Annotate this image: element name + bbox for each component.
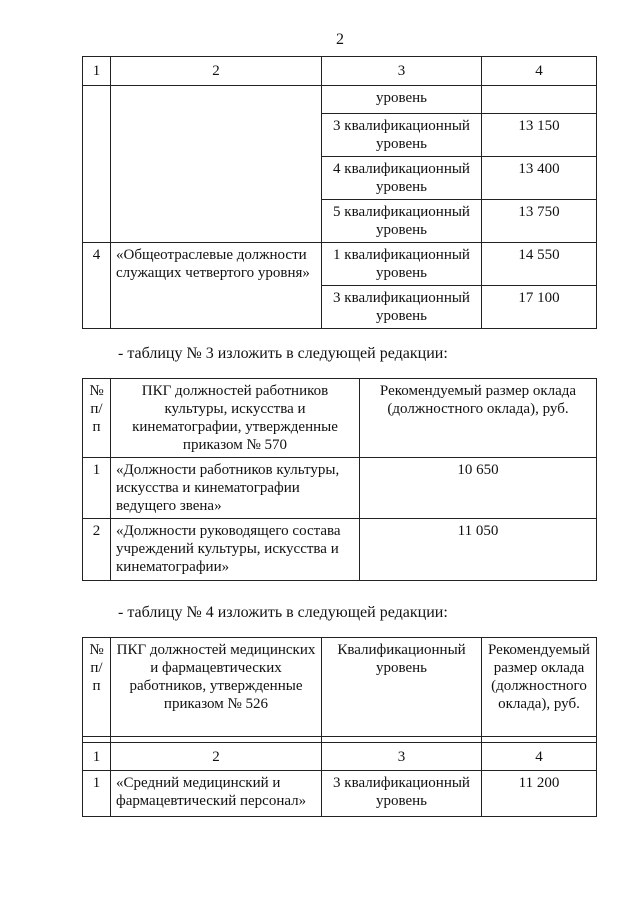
salary-cell: 17 100: [482, 286, 597, 329]
col-number-cell: 1: [83, 57, 111, 86]
name-cell: «Должности работников культуры, искусства и кинематографии ведущего звена»: [111, 458, 360, 519]
page-number: 2: [336, 31, 344, 48]
header-cell-group: ПКГ должностей работников культуры, искусства и кинематографии, утвержденные приказом № 570: [111, 379, 360, 458]
header-cell-level: Квалификационный уровень: [322, 638, 482, 737]
salary-cell: 11 200: [482, 771, 597, 817]
table-number-row: [83, 743, 597, 771]
num-cell: 1: [83, 458, 111, 519]
level-cell: 3 квалификационный уровень: [322, 286, 482, 329]
col-number-cell: 2: [111, 743, 322, 771]
table-row: [83, 519, 597, 581]
table-header-row: [83, 379, 597, 458]
table-header-row: [83, 57, 597, 86]
table-row: [83, 243, 597, 286]
level-cell: 4 квалификационный уровень: [322, 157, 482, 200]
num-cell: [83, 86, 111, 243]
level-cell: уровень: [322, 86, 482, 114]
col-number-cell: 3: [322, 57, 482, 86]
name-cell: [111, 86, 322, 243]
table-header-row: [83, 638, 597, 737]
col-number-cell: 1: [83, 743, 111, 771]
instruction-paragraph: - таблицу № 3 изложить в следующей редакции:: [118, 345, 448, 362]
header-cell-number: № п/п: [83, 638, 111, 737]
table-4: [82, 637, 597, 817]
level-cell: 1 квалификационный уровень: [322, 243, 482, 286]
salary-cell: 11 050: [360, 519, 597, 581]
instruction-paragraph: - таблицу № 4 изложить в следующей редакции:: [118, 604, 448, 621]
table-3: [82, 378, 597, 581]
level-cell: 5 квалификационный уровень: [322, 200, 482, 243]
level-cell: 3 квалификационный уровень: [322, 114, 482, 157]
table-row: [83, 86, 597, 114]
col-number-cell: 4: [482, 57, 597, 86]
name-cell: «Средний медицинский и фармацевтический персонал»: [111, 771, 322, 817]
col-number-cell: 3: [322, 743, 482, 771]
header-cell-salary: Рекомендуемый размер оклада (должностного оклада), руб.: [360, 379, 597, 458]
num-cell: 1: [83, 771, 111, 817]
num-cell: 2: [83, 519, 111, 581]
level-cell: 3 квалификационный уровень: [322, 771, 482, 817]
col-number-cell: 4: [482, 743, 597, 771]
table-continued: [82, 56, 597, 329]
header-cell-number: № п/п: [83, 379, 111, 458]
table-row: [83, 458, 597, 519]
table-row: [83, 771, 597, 817]
col-number-cell: 2: [111, 57, 322, 86]
num-cell: 4: [83, 243, 111, 329]
salary-cell: 13 150: [482, 114, 597, 157]
salary-cell: [482, 86, 597, 114]
header-cell-salary: Рекомендуемый размер оклада (должностного оклада), руб.: [482, 638, 597, 737]
salary-cell: 13 750: [482, 200, 597, 243]
name-cell: «Общеотраслевые должности служащих четвертого уровня»: [111, 243, 322, 329]
salary-cell: 10 650: [360, 458, 597, 519]
salary-cell: 14 550: [482, 243, 597, 286]
header-cell-group: ПКГ должностей медицинских и фармацевтических работников, утвержденные приказом № 526: [111, 638, 322, 737]
salary-cell: 13 400: [482, 157, 597, 200]
name-cell: «Должности руководящего состава учреждений культуры, искусства и кинематографии»: [111, 519, 360, 581]
